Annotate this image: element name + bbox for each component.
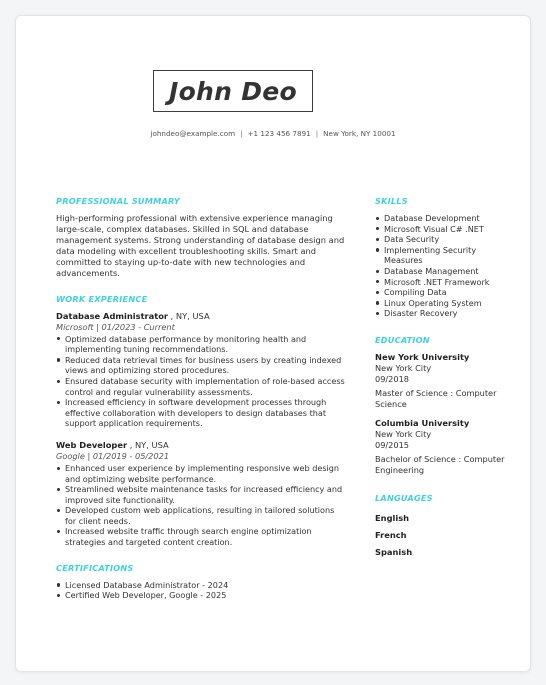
bullet-item: Increased website traffic through search engine optimization strategies and targeted content creation. (65, 526, 348, 547)
skill-item: Data Security (384, 234, 515, 245)
job-entry (56, 440, 348, 548)
experience-heading: WORK EXPERIENCE (56, 293, 148, 304)
education-entry (375, 352, 515, 410)
education-entry (375, 418, 515, 476)
skill-item: Database Management (384, 266, 515, 277)
job-company-dates: Google | 01/2019 - 05/2021 (56, 450, 170, 461)
language-item: French (375, 529, 407, 540)
skill-item: Linux Operating System (384, 298, 515, 309)
education-heading: EDUCATION (375, 334, 430, 345)
contact-separator: | (315, 129, 319, 138)
education-school: New York University (375, 351, 470, 362)
summary-text: High-performing professional with extensive experience managing large-scale, complex databases. Skilled in SQL and database management systems. Strong understanding of database design and data modeling with excellent troubleshooting skills. Smart and committed to staying up-to-date with new technologies and advancements. (56, 213, 345, 279)
summary-heading: PROFESSIONAL SUMMARY (56, 196, 180, 206)
language-item: English (375, 512, 410, 523)
contact-location: New York, NY 10001 (323, 129, 396, 138)
education-school: Columbia University (375, 417, 470, 428)
job-bullets (56, 463, 348, 548)
skill-item: Microsoft Visual C# .NET (384, 224, 515, 235)
job-entry (56, 311, 348, 429)
bullet-item: Streamlined website maintenance tasks for increased efficiency and improved site functionality. (65, 484, 348, 505)
contact-phone: +1 123 456 7891 (247, 129, 311, 138)
bullet-item: Optimized database performance by monitoring health and implementing tuning recommendations. (65, 334, 348, 355)
job-bullets (56, 334, 348, 429)
education-degree: Bachelor of Science : Computer Engineering (375, 454, 505, 476)
contact-line (16, 129, 530, 138)
skill-item: Compiling Data (384, 287, 515, 298)
left-column (56, 196, 348, 601)
education-degree: Master of Science : Computer Science (375, 388, 497, 410)
certification-item: Licensed Database Administrator - 2024 (65, 580, 348, 591)
certification-item: Certified Web Developer, Google - 2025 (65, 590, 348, 601)
contact-email[interactable]: johndeo@example.com (150, 129, 236, 138)
skills-heading: SKILLS (375, 196, 408, 206)
education-city: New York City (375, 428, 432, 439)
skill-item: Microsoft .NET Framework (384, 277, 515, 288)
job-role: Database Administrator (56, 310, 168, 321)
languages-heading: LANGUAGES (375, 492, 433, 503)
resume-page (15, 15, 531, 672)
candidate-name: John Deo (168, 76, 298, 106)
certifications-heading: CERTIFICATIONS (56, 562, 134, 573)
contact-separator: | (240, 129, 243, 138)
certifications-list (56, 580, 348, 601)
job-location: , NY, USA (127, 439, 169, 450)
job-role: Web Developer (56, 439, 128, 450)
education-date: 09/2015 (375, 439, 410, 450)
education-city: New York City (375, 362, 432, 373)
skill-item: Database Development (384, 213, 515, 224)
job-header (56, 440, 348, 451)
bullet-item: Ensured database security with implementation of role-based access control and regular vulnerability assessments. (65, 376, 348, 397)
job-company-dates: Microsoft | 01/2023 - Current (56, 321, 175, 332)
bullet-item: Reduced data retrieval times for business users by creating indexed views and optimizing stored procedures. (65, 355, 348, 376)
skill-item: Implementing Security Measures (384, 245, 515, 266)
bullet-item: Increased efficiency in software development processes through effective collaboration with developers to design databases that support application requirements. (65, 397, 348, 429)
bullet-item: Enhanced user experience by implementing responsive web design and optimizing website performance. (65, 463, 348, 484)
language-item: Spanish (375, 546, 413, 557)
name-box (153, 70, 313, 112)
skill-item: Disaster Recovery (384, 308, 515, 319)
bullet-item: Developed custom web applications, resulting in tailored solutions for client needs. (65, 505, 348, 526)
skills-list (375, 213, 515, 319)
right-column (375, 196, 515, 561)
education-date: 09/2018 (375, 373, 410, 384)
job-location: , NY, USA (168, 310, 210, 321)
job-header (56, 311, 348, 322)
